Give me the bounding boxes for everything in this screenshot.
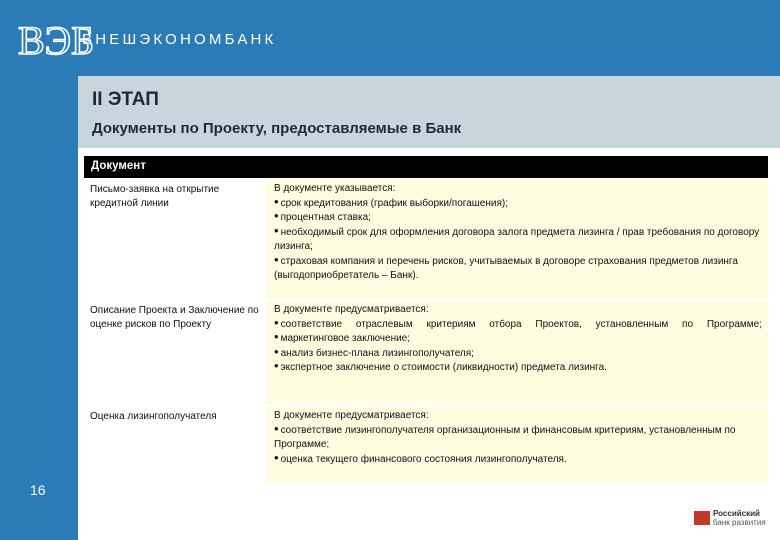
title-band bbox=[78, 76, 780, 148]
list-item: • экспертное заключение о стоимости (ликвидности) предмета лизинга. bbox=[274, 358, 607, 373]
description-intro: В документе предусматривается: bbox=[274, 304, 429, 315]
stage-title: II ЭТАП bbox=[92, 89, 159, 110]
list-item: • оценка текущего финансового состояния лизингополучателя. bbox=[274, 449, 567, 465]
list-item: • процентная ставка; bbox=[274, 208, 371, 223]
left-sidebar-band bbox=[0, 76, 78, 540]
bullet-icon: • bbox=[274, 449, 279, 465]
footer-logo-text: Российский банк развития bbox=[713, 509, 766, 527]
list-item: • маркетинговое заключение; bbox=[274, 329, 411, 344]
svg-text:ВЭБ: ВЭБ bbox=[18, 18, 95, 63]
list-item: • срок кредитования (график выборки/погашения); bbox=[274, 193, 508, 209]
bullet-icon: • bbox=[274, 193, 279, 209]
bullet-icon: • bbox=[274, 222, 279, 238]
bullet-icon: • bbox=[274, 251, 279, 267]
page-subtitle: Документы по Проекту, предоставляемые в Банк bbox=[92, 120, 462, 137]
description-intro: В документе предусматривается: bbox=[274, 410, 429, 421]
table-row-description bbox=[266, 301, 768, 404]
bullet-icon: • bbox=[274, 343, 279, 359]
table-row-document: Описание Проекта и Заключение по оценке рисков по Проекту bbox=[84, 301, 264, 404]
header-band bbox=[0, 0, 780, 76]
list-item: • анализ бизнес-плана лизингополучателя; bbox=[274, 343, 474, 359]
table-row-document: Письмо-заявка на открытие кредитной линии bbox=[84, 180, 264, 298]
table-row-document: Оценка лизингополучателя bbox=[84, 407, 264, 483]
page-number: 16 bbox=[30, 482, 46, 498]
footer-logo bbox=[694, 509, 774, 535]
list-item: • страховая компания и перечень рисков, учитываемых в договоре страхования предметов лизинга (выгодоприобретатель – Банк). bbox=[274, 251, 738, 281]
flag-icon bbox=[694, 511, 710, 525]
bullet-icon: • bbox=[274, 208, 279, 223]
table-row-description bbox=[266, 407, 768, 483]
table-row-description bbox=[266, 180, 768, 298]
bullet-icon: • bbox=[274, 420, 279, 436]
list-item: • соответствие отраслевым критериям отбора Проектов, установленным по Программе; bbox=[274, 314, 762, 330]
veb-logo-icon bbox=[16, 10, 95, 64]
bullet-icon: • bbox=[274, 358, 279, 373]
table-header: Документ bbox=[84, 156, 768, 178]
list-item: • соответствие лизингополучателя организационным и финансовым критериям, установленным по Программе; bbox=[274, 420, 736, 450]
list-item: • необходимый срок для оформления договора залога предмета лизинга / прав требования по договору лизинга; bbox=[274, 222, 760, 252]
bank-name: ВНЕШЭКОНОМБАНК bbox=[82, 31, 277, 48]
bullet-icon: • bbox=[274, 329, 279, 344]
bullet-icon: • bbox=[274, 314, 279, 330]
description-intro: В документе указывается: bbox=[274, 183, 396, 194]
